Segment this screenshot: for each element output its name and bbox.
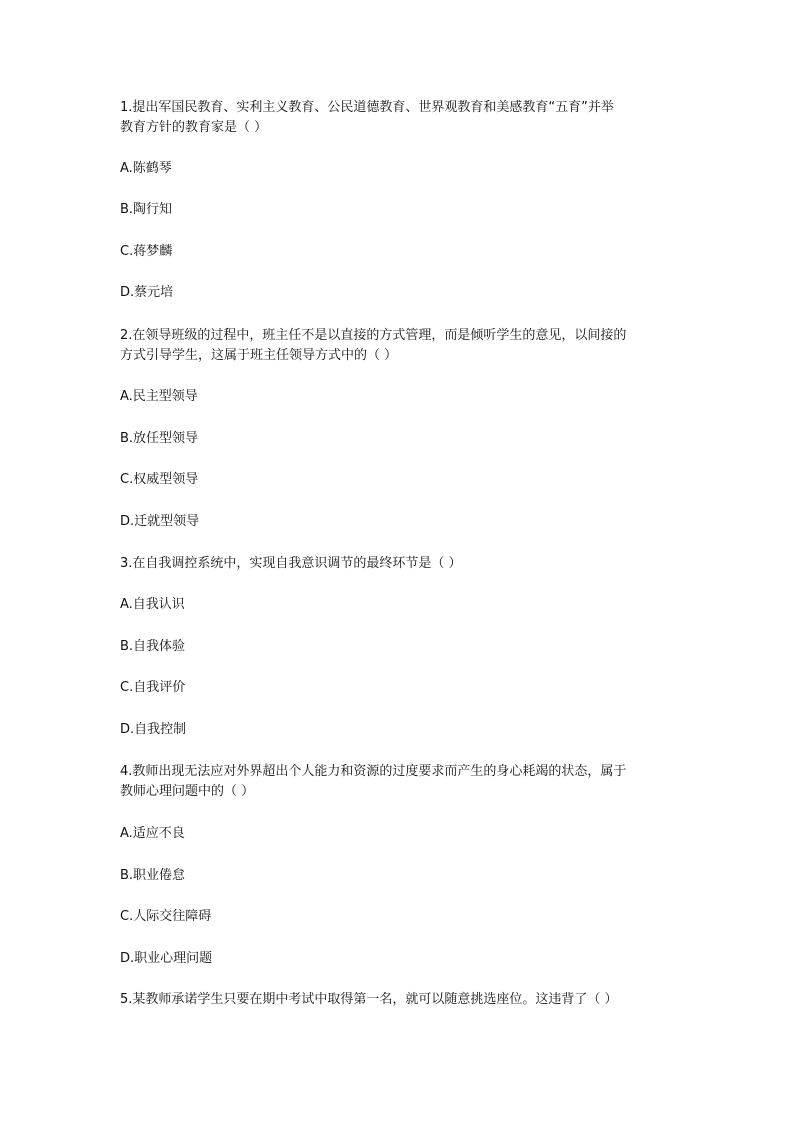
question-2-stem-line-2: 方式引导学生，这属于班主任领导方式中的（ ） xyxy=(120,348,398,363)
question-1-stem-line-2: 教育方针的教育家是（ ） xyxy=(120,120,268,135)
question-3-option-c: C.自我评价 xyxy=(120,680,186,695)
question-4-option-c: C.人际交往障碍 xyxy=(120,909,212,924)
question-3-option-b: B.自我体验 xyxy=(120,639,186,654)
question-3-stem-line-1: 3.在自我调控系统中，实现自我意识调节的最终环节是（ ） xyxy=(120,556,462,571)
question-1-stem-line-1: 1.提出军国民教育、实利主义教育、公民道德教育、世界观教育和美感教育“五育”并举 xyxy=(120,100,614,115)
question-4-stem-line-1: 4.教师出现无法应对外界超出个人能力和资源的过度要求而产生的身心耗竭的状态，属于 xyxy=(120,764,627,779)
question-1-option-c: C.蒋梦麟 xyxy=(120,244,173,259)
question-1-option-d: D.蔡元培 xyxy=(120,285,174,300)
question-4-option-a: A.适应不良 xyxy=(120,826,185,841)
question-4-option-d: D.职业心理问题 xyxy=(120,951,213,966)
question-2-option-a: A.民主型领导 xyxy=(120,389,198,404)
question-3-option-d: D.自我控制 xyxy=(120,722,187,737)
question-4-stem-line-2: 教师心理问题中的（ ） xyxy=(120,784,255,799)
question-2-option-c: C.权威型领导 xyxy=(120,472,199,487)
question-2-option-d: D.迁就型领导 xyxy=(120,514,200,529)
question-5-stem-line-1: 5.某教师承诺学生只要在期中考试中取得第一名，就可以随意挑选座位。这违背了（ ） xyxy=(120,992,618,1007)
question-1-option-a: A.陈鹤琴 xyxy=(120,161,172,176)
question-1-option-b: B.陶行知 xyxy=(120,202,173,217)
question-2-stem-line-1: 2.在领导班级的过程中，班主任不是以直接的方式管理，而是倾听学生的意见，以间接的 xyxy=(120,328,627,343)
question-2-option-b: B.放任型领导 xyxy=(120,431,199,446)
question-4-option-b: B.职业倦怠 xyxy=(120,868,186,883)
question-3-option-a: A.自我认识 xyxy=(120,597,185,612)
